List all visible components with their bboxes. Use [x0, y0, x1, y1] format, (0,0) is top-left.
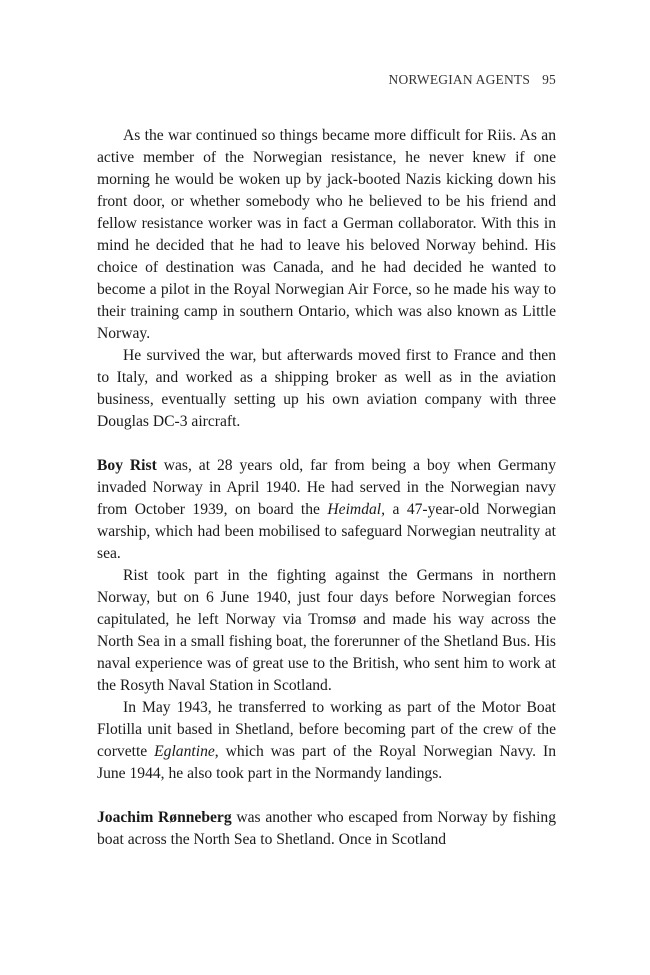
ship-name-eglantine: Eglantine: [154, 743, 215, 760]
running-title: NORWEGIAN AGENTS: [388, 72, 531, 87]
paragraph-ronneberg-intro: Joachim Rønneberg was another who escaped from Norway by fishing boat across the North Sea to Shetland. Once in Scotland: [97, 809, 556, 848]
paragraph-riis-after-war: He survived the war, but afterwards moved first to France and then to Italy, and worked as a shipping broker as well as in the aviation business, eventually setting up his own aviation company with three Douglas DC-3 aircraft.: [97, 347, 556, 430]
ship-name-heimdal: Heimdal,: [327, 501, 386, 518]
paragraph-rist-fighting: Rist took part in the fighting against the Germans in northern Norway, but on 6 June 1940, just four days before Norwegian forces capitulated, he left Norway via Tromsø and made his way across the North Sea in a small fishing boat, the forerunner of the Shetland Bus. His naval experience was of great use to the British, who sent him to work at the Rosyth Naval Station in Scotland.: [97, 567, 556, 694]
paragraph-riis-war: As the war continued so things became more difficult for Riis. As an active member of the Norwegian resistance, he never knew if one morning he would be woken up by jack-booted Nazis kicking down his front door, or whether somebody who he believed to be his friend and fellow resistance worker was in fact a German collaborator. With this in mind he decided that he had to leave his beloved Norway behind. His choice of destination was Canada, and he had decided he wanted to become a pilot in the Royal Norwegian Air Force, so he made his way to their training camp in southern Ontario, which was also known as Little Norway.: [97, 127, 556, 342]
person-name-boy-rist: Boy Rist: [97, 457, 157, 474]
paragraph-boy-rist-intro: Boy Rist was, at 28 years old, far from being a boy when Germany invaded Norway in April 1940. He had served in the Norwegian navy from October 1939, on board the Heimdal, a 47-year-old Norwegian warship, which had been mobilised to safeguard Norwegian neutrality at sea.: [97, 457, 557, 562]
person-name-joachim-ronneberg: Joachim Rønneberg: [97, 809, 232, 826]
running-head: [389, 72, 556, 88]
body-text: [97, 125, 556, 851]
paragraph-rist-1943: In May 1943, he transferred to working as part of the Motor Boat Flotilla unit based in Shetland, before becoming part of the crew of the corvette Eglantine, which was part of the Royal Norwegian Navy. In June 1944, he also took part in the Normandy landings.: [97, 699, 556, 782]
page-number: 95: [542, 72, 556, 87]
